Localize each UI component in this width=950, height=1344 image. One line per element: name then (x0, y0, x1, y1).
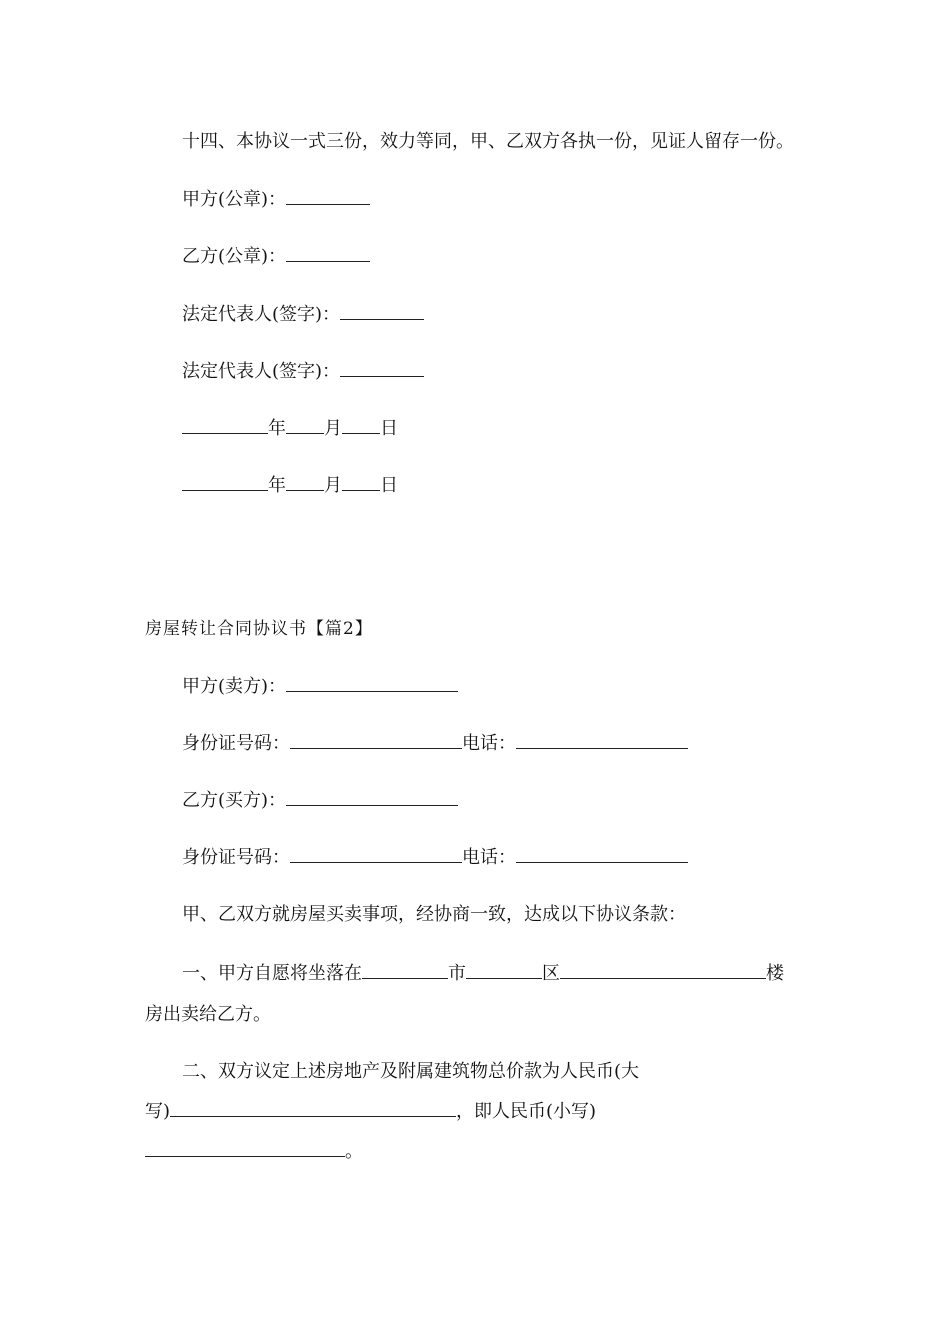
clause-1-line-1 (182, 961, 784, 986)
id-blank (290, 845, 462, 863)
party-a-seal-label: 甲方(公章)： (182, 189, 287, 210)
date-row-1 (182, 416, 398, 441)
section-title: 房屋转让合同协议书【篇2】 (145, 619, 373, 639)
clause-2-line-1: 二、双方议定上述房地产及附属建筑物总价款为人民币(大 (182, 1061, 640, 1082)
year-label: 年 (268, 475, 286, 496)
day-label: 日 (380, 475, 398, 496)
legal-rep-blank-2 (340, 359, 424, 377)
party-b-seal-row (182, 244, 370, 269)
month-label: 月 (324, 418, 342, 439)
clause-2-text-2: ，即人民币(小写) (456, 1101, 597, 1122)
clause-2-line-2 (145, 1099, 596, 1124)
id-blank (290, 731, 462, 749)
party-b-seal-label: 乙方(公章)： (182, 246, 287, 267)
legal-rep-label-2: 法定代表人(签字)： (182, 361, 341, 382)
legal-rep-row-1 (182, 302, 424, 327)
day-blank (342, 473, 380, 491)
clause-1-text: 一、甲方自愿将坐落在 (182, 963, 362, 984)
seller-label: 甲方(卖方)： (182, 676, 287, 697)
year-label: 年 (268, 418, 286, 439)
buyer-blank (286, 788, 458, 806)
month-label: 月 (324, 475, 342, 496)
legal-rep-row-2 (182, 359, 424, 384)
city-blank (362, 961, 448, 979)
date-row-2 (182, 473, 398, 498)
party-a-seal-blank (286, 187, 370, 205)
clause-14: 十四、本协议一式三份，效力等同，甲、乙双方各执一份，见证人留存一份。 (182, 131, 794, 152)
buyer-id-row (182, 845, 688, 870)
id-label: 身份证号码： (182, 847, 290, 868)
buyer-row (182, 788, 458, 813)
address-blank (560, 961, 766, 979)
phone-label: 电话： (462, 733, 516, 754)
id-label: 身份证号码： (182, 733, 290, 754)
day-label: 日 (380, 418, 398, 439)
amount-lowercase-blank (145, 1139, 345, 1157)
clause-2-text: 写) (145, 1101, 171, 1122)
district-label: 区 (542, 963, 560, 984)
buyer-label: 乙方(买方)： (182, 790, 287, 811)
city-label: 市 (448, 963, 466, 984)
year-blank (182, 416, 268, 434)
clause-1-line-2: 房出卖给乙方。 (145, 1004, 271, 1025)
seller-row (182, 674, 458, 699)
clause-2-line-3 (145, 1139, 363, 1164)
seller-id-row (182, 731, 688, 756)
legal-rep-blank-1 (340, 302, 424, 320)
building-label: 楼 (766, 963, 784, 984)
intro-paragraph: 甲、乙双方就房屋买卖事项，经协商一致，达成以下协议条款： (182, 904, 686, 925)
legal-rep-label-1: 法定代表人(签字)： (182, 304, 341, 325)
amount-uppercase-blank (170, 1099, 456, 1117)
month-blank (286, 416, 324, 434)
year-blank (182, 473, 268, 491)
phone-blank (516, 845, 688, 863)
phone-blank (516, 731, 688, 749)
day-blank (342, 416, 380, 434)
party-a-seal-row (182, 187, 370, 212)
month-blank (286, 473, 324, 491)
clause-2-end: 。 (345, 1141, 363, 1162)
seller-blank (286, 674, 458, 692)
phone-label: 电话： (462, 847, 516, 868)
party-b-seal-blank (286, 244, 370, 262)
district-blank (466, 961, 542, 979)
